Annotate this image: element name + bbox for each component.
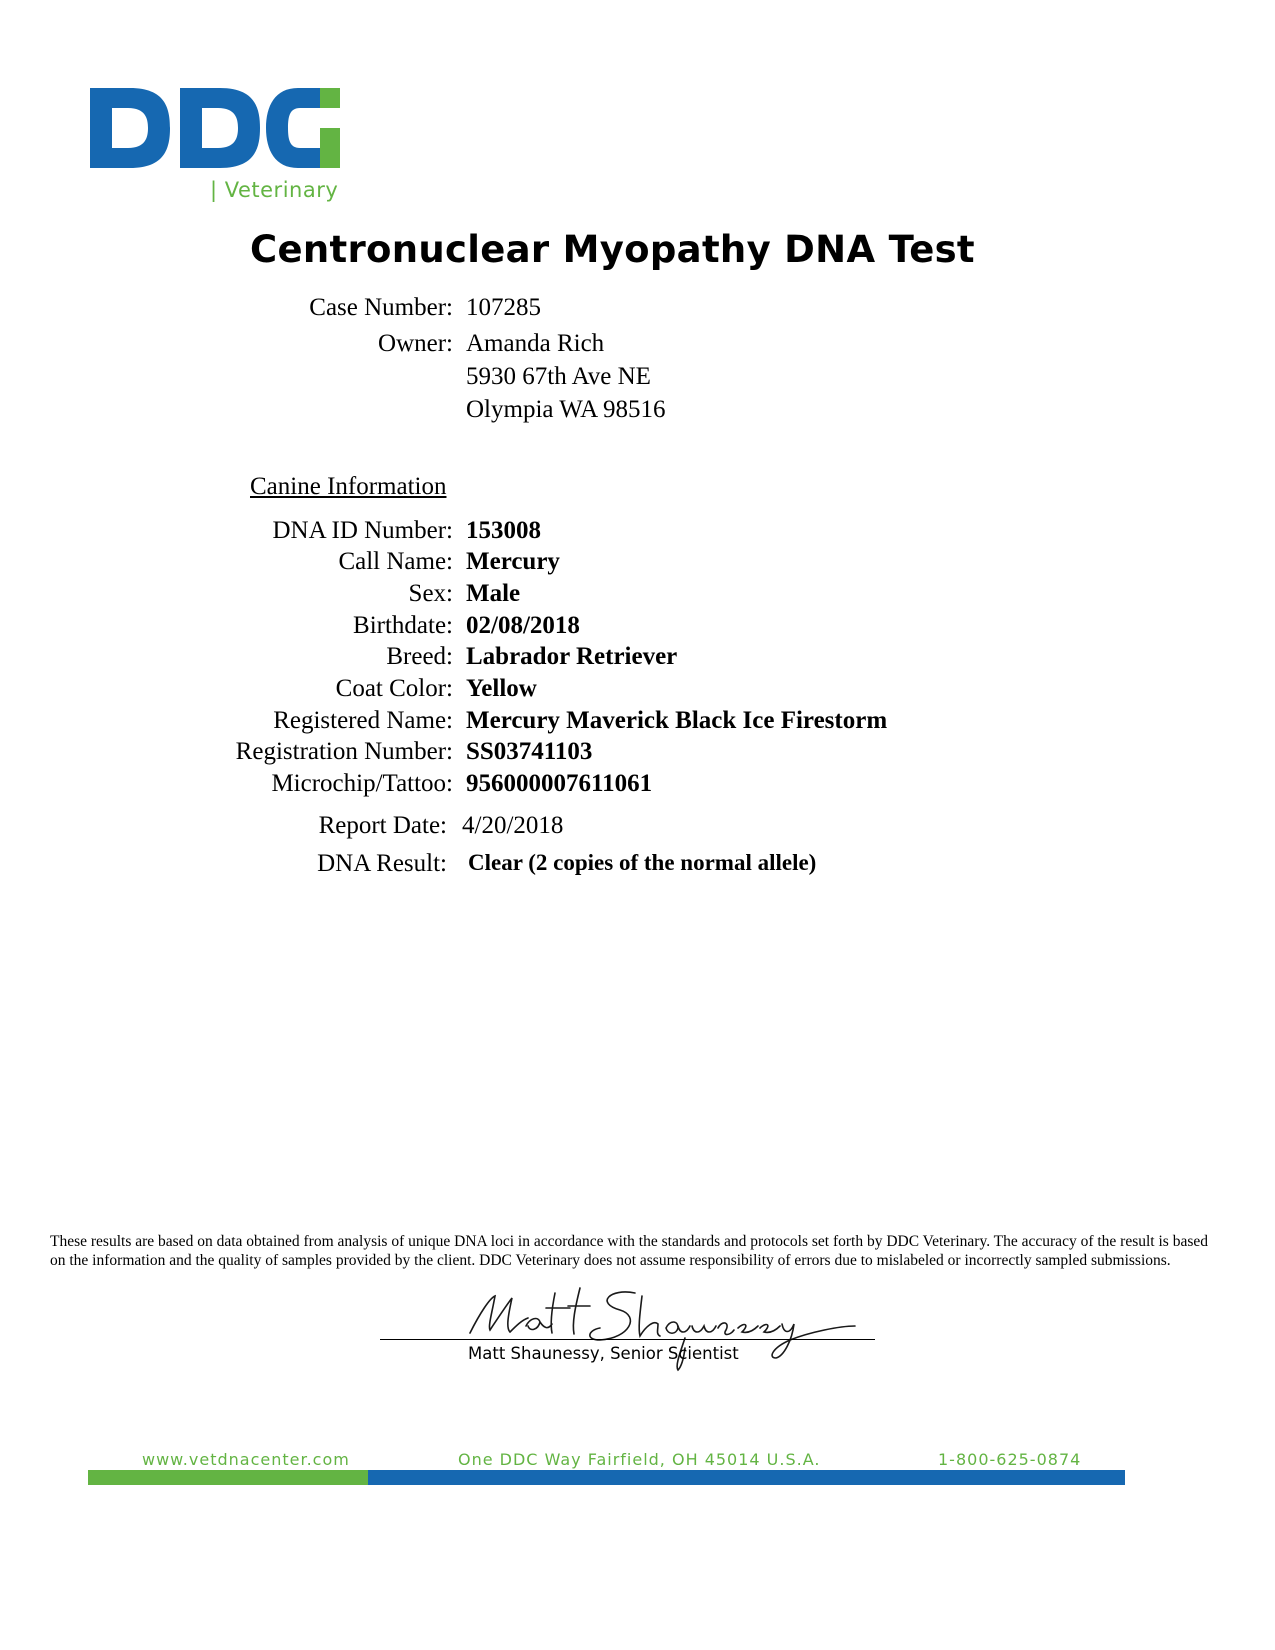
signature-line (380, 1339, 875, 1340)
call-name-value: Mercury (466, 548, 560, 575)
veterinary-label: | Veterinary (210, 178, 339, 202)
field-label: Call Name: (338, 548, 453, 575)
footer-bar-blue (368, 1470, 1125, 1485)
footer-website: www.vetdnacenter.com (142, 1450, 350, 1469)
dna-id-value: 153008 (466, 517, 541, 544)
birthdate-value: 02/08/2018 (466, 612, 580, 639)
field-label: Microchip/Tattoo: (271, 770, 453, 797)
field-label: Sex: (408, 580, 453, 607)
field-label: Breed: (386, 643, 453, 670)
signature-block (380, 1278, 880, 1388)
document-title: Centronuclear Myopathy DNA Test (250, 228, 975, 271)
report-date-label: Report Date: (318, 812, 447, 839)
field-label: Coat Color: (335, 675, 453, 702)
ddc-logo-mark (90, 88, 350, 178)
signer-name-title: Matt Shaunessy, Senior Scientist (468, 1344, 739, 1363)
ddc-veterinary-logo (90, 88, 350, 208)
field-label: Registration Number: (235, 738, 453, 765)
microchip-value: 956000007611061 (466, 770, 653, 797)
field-label: DNA ID Number: (272, 517, 453, 544)
footer-phone: 1-800-625-0874 (938, 1450, 1082, 1469)
coat-color-value: Yellow (466, 675, 537, 702)
breed-value: Labrador Retriever (466, 643, 678, 670)
report-date-value: 4/20/2018 (462, 812, 564, 839)
owner-address-line2: Olympia WA 98516 (466, 396, 666, 423)
registered-name-value: Mercury Maverick Black Ice Firestorm (466, 707, 888, 734)
owner-label: Owner: (378, 330, 453, 357)
footer-bar-green (88, 1470, 368, 1485)
owner-address-line1: 5930 67th Ave NE (466, 363, 651, 390)
field-label: Birthdate: (353, 612, 453, 639)
owner-name: Amanda Rich (466, 330, 605, 357)
canine-information-heading: Canine Information (250, 473, 447, 500)
sex-value: Male (466, 580, 521, 607)
footer-address: One DDC Way Fairfield, OH 45014 U.S.A. (458, 1450, 821, 1469)
disclaimer-text: These results are based on data obtained from analysis of unique DNA loci in accordance with the standards and protocols set forth by DDC Veterinary. The accuracy of the result is based on the information and the quality of samples provided by the client. DDC Veterinary does not assume responsibility of errors due to mislabeled or incorrectly sampled submissions. (50, 1233, 1208, 1269)
case-number-value: 107285 (466, 294, 541, 321)
registration-number-value: SS03741103 (466, 738, 593, 765)
field-label: Registered Name: (273, 707, 453, 734)
case-number-label: Case Number: (309, 294, 453, 321)
dna-result-label: DNA Result: (317, 850, 447, 877)
dna-result-value: Clear (2 copies of the normal allele) (468, 850, 817, 875)
